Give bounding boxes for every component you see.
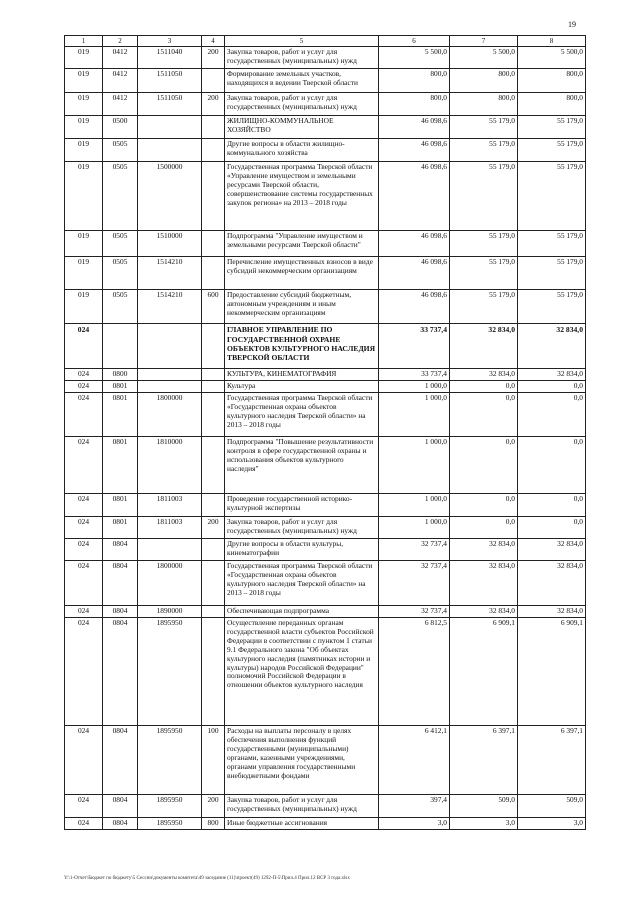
table-row	[65, 618, 586, 726]
amount-2017-cell: 55 179,0	[450, 231, 518, 257]
admin-code-cell: 019	[65, 47, 103, 69]
section-code-cell: 0505	[103, 290, 138, 324]
admin-code-cell: 019	[65, 139, 103, 162]
amount-2016-cell: 1 000,0	[379, 381, 450, 393]
name-cell: Государственная программа Тверской области «Государственная охрана объектов культурного наследия Тверской области» на 2013 – 2018 годы	[225, 393, 379, 437]
amount-2016-cell: 6 412,1	[379, 726, 450, 795]
amount-2017-cell: 0,0	[450, 494, 518, 517]
name-cell: ГЛАВНОЕ УПРАВЛЕНИЕ ПО ГОСУДАРСТВЕННОЙ ОХРАНЕ ОБЪЕКТОВ КУЛЬТУРНОГО НАСЛЕДИЯ ТВЕРСКОЙ ОБЛАСТИ	[225, 324, 379, 369]
section-code-cell: 0500	[103, 116, 138, 139]
expense-type-cell	[202, 606, 225, 618]
amount-2018-cell: 55 179,0	[518, 231, 586, 257]
amount-2018-cell: 800,0	[518, 93, 586, 116]
amount-2016-cell: 397,4	[379, 795, 450, 818]
amount-2016-cell: 32 737,4	[379, 561, 450, 606]
section-code-cell: 0804	[103, 618, 138, 726]
column-number: 4	[202, 36, 225, 47]
amount-2016-cell: 5 500,0	[379, 47, 450, 69]
amount-2017-cell: 0,0	[450, 381, 518, 393]
section-code-cell: 0412	[103, 93, 138, 116]
expense-type-cell	[202, 494, 225, 517]
amount-2018-cell: 55 179,0	[518, 116, 586, 139]
amount-2016-cell: 800,0	[379, 69, 450, 93]
target-article-cell: 1511040	[138, 47, 202, 69]
name-cell: Закупка товаров, работ и услуг для государственных (муниципальных) нужд	[225, 517, 379, 539]
column-number: 6	[379, 36, 450, 47]
target-article-cell: 1800000	[138, 393, 202, 437]
name-cell: Расходы на выплаты персоналу в целях обеспечения выполнения функций государственными (муниципальными) органами, казенными учреждениями, органами управления государственными внебюджетными фондами	[225, 726, 379, 795]
admin-code-cell: 024	[65, 795, 103, 818]
section-code-cell	[103, 324, 138, 369]
expense-type-cell	[202, 437, 225, 494]
expense-type-cell: 600	[202, 290, 225, 324]
amount-2016-cell: 1 000,0	[379, 437, 450, 494]
amount-2017-cell: 32 834,0	[450, 324, 518, 369]
name-cell: Предоставление субсидий бюджетным, автономным учреждениям и иным некоммерческим организациям	[225, 290, 379, 324]
column-number-row	[65, 36, 586, 47]
admin-code-cell: 024	[65, 561, 103, 606]
admin-code-cell: 024	[65, 437, 103, 494]
table-row	[65, 795, 586, 818]
section-code-cell: 0804	[103, 818, 138, 830]
admin-code-cell: 019	[65, 231, 103, 257]
admin-code-cell: 019	[65, 116, 103, 139]
amount-2017-cell: 55 179,0	[450, 257, 518, 290]
target-article-cell	[138, 381, 202, 393]
target-article-cell: 1800000	[138, 561, 202, 606]
section-code-cell: 0801	[103, 381, 138, 393]
name-cell: Закупка товаров, работ и услуг для государственных (муниципальных) нужд	[225, 795, 379, 818]
amount-2018-cell: 55 179,0	[518, 290, 586, 324]
table-row	[65, 494, 586, 517]
amount-2017-cell: 32 834,0	[450, 369, 518, 381]
amount-2017-cell: 6 909,1	[450, 618, 518, 726]
admin-code-cell: 024	[65, 324, 103, 369]
table-row	[65, 393, 586, 437]
admin-code-cell: 019	[65, 93, 103, 116]
expense-type-cell	[202, 116, 225, 139]
table-row	[65, 257, 586, 290]
column-number: 5	[225, 36, 379, 47]
expense-type-cell	[202, 393, 225, 437]
target-article-cell: 1895950	[138, 726, 202, 795]
amount-2016-cell: 1 000,0	[379, 494, 450, 517]
amount-2017-cell: 32 834,0	[450, 561, 518, 606]
name-cell: Другие вопросы в области жилищно-коммунального хозяйства	[225, 139, 379, 162]
amount-2017-cell: 509,0	[450, 795, 518, 818]
amount-2018-cell: 32 834,0	[518, 606, 586, 618]
amount-2016-cell: 6 812,5	[379, 618, 450, 726]
table-row	[65, 517, 586, 539]
expense-type-cell: 200	[202, 93, 225, 116]
table-row	[65, 231, 586, 257]
expense-type-cell: 200	[202, 517, 225, 539]
name-cell: Иные бюджетные ассигнования	[225, 818, 379, 830]
expense-type-cell	[202, 618, 225, 726]
amount-2017-cell: 3,0	[450, 818, 518, 830]
expense-type-cell	[202, 139, 225, 162]
amount-2016-cell: 32 737,4	[379, 539, 450, 561]
section-code-cell: 0801	[103, 393, 138, 437]
name-cell: Государственная программа Тверской области «Государственная охрана объектов культурного наследия Тверской области» на 2013 – 2018 годы	[225, 561, 379, 606]
expense-type-cell	[202, 561, 225, 606]
target-article-cell	[138, 539, 202, 561]
table-row	[65, 561, 586, 606]
target-article-cell	[138, 369, 202, 381]
section-code-cell: 0505	[103, 162, 138, 231]
expense-type-cell	[202, 539, 225, 561]
amount-2018-cell: 800,0	[518, 69, 586, 93]
amount-2018-cell: 5 500,0	[518, 47, 586, 69]
amount-2016-cell: 1 000,0	[379, 517, 450, 539]
footer-file-path: Y:\1-Отчет\Бюджет по бюджету\5 Сессии\документы комитета\49 заседание (11)\проект(49) 1292-П-5\Прил.4 Прил.12 ВСР 3 года.xlsx	[64, 876, 350, 881]
table-row	[65, 290, 586, 324]
table-row	[65, 369, 586, 381]
table-row	[65, 381, 586, 393]
amount-2018-cell: 0,0	[518, 494, 586, 517]
amount-2017-cell: 55 179,0	[450, 139, 518, 162]
target-article-cell: 1511050	[138, 93, 202, 116]
column-number: 2	[103, 36, 138, 47]
table-row	[65, 818, 586, 830]
amount-2017-cell: 6 397,1	[450, 726, 518, 795]
expense-type-cell	[202, 257, 225, 290]
expense-type-cell: 800	[202, 818, 225, 830]
admin-code-cell: 024	[65, 726, 103, 795]
amount-2016-cell: 46 098,6	[379, 231, 450, 257]
amount-2017-cell: 55 179,0	[450, 290, 518, 324]
table-row	[65, 539, 586, 561]
table-row	[65, 47, 586, 69]
expense-type-cell: 200	[202, 47, 225, 69]
table-row	[65, 162, 586, 231]
amount-2018-cell: 3,0	[518, 818, 586, 830]
target-article-cell	[138, 139, 202, 162]
amount-2018-cell: 0,0	[518, 517, 586, 539]
amount-2018-cell: 509,0	[518, 795, 586, 818]
amount-2016-cell: 46 098,6	[379, 290, 450, 324]
section-code-cell: 0804	[103, 726, 138, 795]
name-cell: Закупка товаров, работ и услуг для государственных (муниципальных) нужд	[225, 47, 379, 69]
table-row	[65, 139, 586, 162]
amount-2017-cell: 32 834,0	[450, 606, 518, 618]
name-cell: Подпрограмма "Управление имуществом и земельными ресурсами Тверской области"	[225, 231, 379, 257]
name-cell: Перечисление имущественных взносов в виде субсидий некоммерческим организациям	[225, 257, 379, 290]
amount-2018-cell: 55 179,0	[518, 139, 586, 162]
amount-2018-cell: 32 834,0	[518, 539, 586, 561]
amount-2017-cell: 32 834,0	[450, 539, 518, 561]
budget-table	[64, 35, 586, 830]
amount-2016-cell: 46 098,6	[379, 257, 450, 290]
target-article-cell: 1895950	[138, 818, 202, 830]
name-cell: ЖИЛИЩНО-КОММУНАЛЬНОЕ ХОЗЯЙСТВО	[225, 116, 379, 139]
admin-code-cell: 019	[65, 162, 103, 231]
amount-2018-cell: 32 834,0	[518, 324, 586, 369]
expense-type-cell	[202, 381, 225, 393]
amount-2017-cell: 800,0	[450, 69, 518, 93]
column-number: 3	[138, 36, 202, 47]
expense-type-cell	[202, 69, 225, 93]
amount-2017-cell: 55 179,0	[450, 116, 518, 139]
admin-code-cell: 019	[65, 69, 103, 93]
amount-2016-cell: 33 737,4	[379, 369, 450, 381]
section-code-cell: 0804	[103, 795, 138, 818]
amount-2016-cell: 46 098,6	[379, 162, 450, 231]
name-cell: Обеспечивающая подпрограмма	[225, 606, 379, 618]
admin-code-cell: 019	[65, 290, 103, 324]
name-cell: Формирование земельных участков, находящихся в ведении Тверской области	[225, 69, 379, 93]
section-code-cell: 0800	[103, 369, 138, 381]
name-cell: Проведение государственной историко-культурной экспертизы	[225, 494, 379, 517]
admin-code-cell: 024	[65, 369, 103, 381]
name-cell: Осуществление переданных органам государственной власти субъектов Российской Федерации в соответствии с пунктом 1 статьи 9.1 Федерального закона "Об объектах культурного наследия (памятниках истории и культуры) народов Российской Федерации" полномочий Российской Федерации в отношении объектов культурного наследия	[225, 618, 379, 726]
name-cell: Государственная программа Тверской области «Управление имуществом и земельными ресурсами Тверской области, совершенствование системы государственных закупок региона» на 2013 – 2018 годы	[225, 162, 379, 231]
amount-2016-cell: 33 737,4	[379, 324, 450, 369]
amount-2018-cell: 0,0	[518, 393, 586, 437]
target-article-cell: 1510000	[138, 231, 202, 257]
target-article-cell	[138, 324, 202, 369]
name-cell: Подпрограмма "Повышение результативности контроля в сфере государственной охраны и использования объектов культурного наследия"	[225, 437, 379, 494]
column-number: 1	[65, 36, 103, 47]
admin-code-cell: 024	[65, 818, 103, 830]
name-cell: Другие вопросы в области культуры, кинематографии	[225, 539, 379, 561]
admin-code-cell: 024	[65, 539, 103, 561]
admin-code-cell: 024	[65, 517, 103, 539]
target-article-cell: 1895950	[138, 795, 202, 818]
target-article-cell: 1810000	[138, 437, 202, 494]
amount-2016-cell: 32 737,4	[379, 606, 450, 618]
expense-type-cell: 100	[202, 726, 225, 795]
section-code-cell: 0801	[103, 437, 138, 494]
section-code-cell: 0801	[103, 517, 138, 539]
column-number: 8	[518, 36, 586, 47]
column-number: 7	[450, 36, 518, 47]
target-article-cell	[138, 116, 202, 139]
target-article-cell: 1511050	[138, 69, 202, 93]
amount-2017-cell: 0,0	[450, 517, 518, 539]
expense-type-cell	[202, 369, 225, 381]
amount-2018-cell: 6 909,1	[518, 618, 586, 726]
section-code-cell: 0412	[103, 69, 138, 93]
table-row	[65, 69, 586, 93]
target-article-cell: 1895950	[138, 618, 202, 726]
amount-2018-cell: 0,0	[518, 437, 586, 494]
section-code-cell: 0505	[103, 231, 138, 257]
target-article-cell: 1811003	[138, 517, 202, 539]
admin-code-cell: 024	[65, 618, 103, 726]
amount-2018-cell: 6 397,1	[518, 726, 586, 795]
section-code-cell: 0804	[103, 606, 138, 618]
table-row	[65, 606, 586, 618]
section-code-cell: 0505	[103, 139, 138, 162]
name-cell: Закупка товаров, работ и услуг для государственных (муниципальных) нужд	[225, 93, 379, 116]
expense-type-cell	[202, 324, 225, 369]
target-article-cell: 1811003	[138, 494, 202, 517]
section-code-cell: 0801	[103, 494, 138, 517]
target-article-cell: 1890000	[138, 606, 202, 618]
admin-code-cell: 024	[65, 393, 103, 437]
amount-2018-cell: 32 834,0	[518, 369, 586, 381]
table-row	[65, 324, 586, 369]
amount-2018-cell: 55 179,0	[518, 162, 586, 231]
expense-type-cell	[202, 162, 225, 231]
section-code-cell: 0505	[103, 257, 138, 290]
amount-2016-cell: 800,0	[379, 93, 450, 116]
amount-2016-cell: 3,0	[379, 818, 450, 830]
amount-2017-cell: 55 179,0	[450, 162, 518, 231]
expense-type-cell	[202, 231, 225, 257]
admin-code-cell: 024	[65, 381, 103, 393]
amount-2016-cell: 46 098,6	[379, 116, 450, 139]
admin-code-cell: 024	[65, 494, 103, 517]
amount-2018-cell: 55 179,0	[518, 257, 586, 290]
section-code-cell: 0804	[103, 539, 138, 561]
table-row	[65, 116, 586, 139]
amount-2018-cell: 32 834,0	[518, 561, 586, 606]
section-code-cell: 0804	[103, 561, 138, 606]
target-article-cell: 1500000	[138, 162, 202, 231]
admin-code-cell: 019	[65, 257, 103, 290]
target-article-cell: 1514210	[138, 290, 202, 324]
amount-2017-cell: 0,0	[450, 393, 518, 437]
expense-type-cell: 200	[202, 795, 225, 818]
table-row	[65, 93, 586, 116]
admin-code-cell: 024	[65, 606, 103, 618]
amount-2017-cell: 0,0	[450, 437, 518, 494]
table-row	[65, 437, 586, 494]
amount-2016-cell: 46 098,6	[379, 139, 450, 162]
name-cell: КУЛЬТУРА, КИНЕМАТОГРАФИЯ	[225, 369, 379, 381]
section-code-cell: 0412	[103, 47, 138, 69]
target-article-cell: 1514210	[138, 257, 202, 290]
name-cell: Культура	[225, 381, 379, 393]
amount-2016-cell: 1 000,0	[379, 393, 450, 437]
amount-2018-cell: 0,0	[518, 381, 586, 393]
amount-2017-cell: 5 500,0	[450, 47, 518, 69]
amount-2017-cell: 800,0	[450, 93, 518, 116]
page-number: 19	[568, 20, 576, 29]
table-row	[65, 726, 586, 795]
